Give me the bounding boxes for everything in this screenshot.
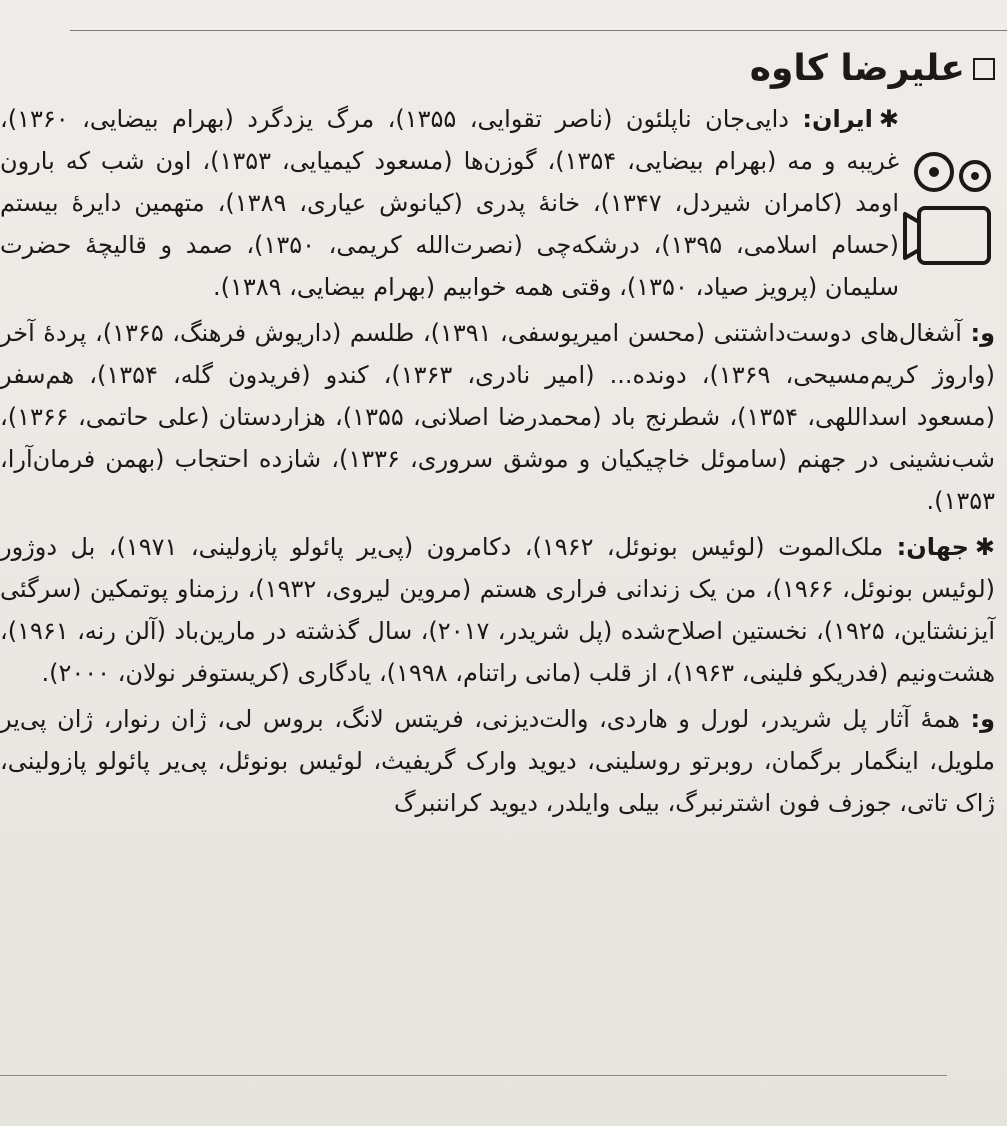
section-text: ملک‌الموت (لوئیس بونوئل، ۱۹۶۲)، دکامرون (پی‌یر پائولو پازولینی، ۱۹۷۱)، بل دوژور (لوئیس بونوئل، ۱۹۶۶)، من یک زندانی فراری هستم (مروین لیروی، ۱۹۳۲)، رزمناو پوتمکین (سرگئی آیزنشتاین، ۱۹۲۵)، نخستین اصلاح‌شده (پل شریدر، ۲۰۱۷)، سال گذشته در مارین‌باد (آلن رنه، ۱۹۶۱)، هشت‌ونیم (فدریکو فلینی، ۱۹۶۳)، از قلب (مانی راتنام، ۱۹۹۸)، یادگاری (کریستوفر نولان، ۲۰۰۰). xyxy=(0,533,996,687)
section-text: همهٔ آثار پل شریدر، لورل و هاردی، والت‌دیزنی، فریتس لانگ، بروس لی، ژان رنوار، ژان پی‌یر ملویل، اینگمار برگمان، روبرتو روسلینی، دیوید وارک گریفیث، لوئیس بونوئل، پی‌یر پائولو پازولینی، ژاک تاتی، جوزف فون اشترنبرگ، بیلی وایلدر، دیوید کراننبرگ xyxy=(0,705,995,817)
asterisk-icon: ✱ xyxy=(974,533,995,561)
top-divider xyxy=(70,30,1007,31)
section-text: آشغال‌های دوست‌داشتنی (محسن امیریوسفی، ۱۳۹۱)، طلسم (داریوش فرهنگ، ۱۳۶۵)، پردهٔ آخر (واروژ کریم‌مسیحی، ۱۳۶۹)، دونده... (امیر نادری، ۱۳۶۳)، کندو (فریدون گله، ۱۳۵۴)، هم‌سفر (مسعود اسداللهی، ۱۳۵۴)، شطرنج باد (محمدرضا اصلانی، ۱۳۵۵)، هزاردستان (علی حاتمی، ۱۳۶۶)، شب‌نشینی در جهنم (ساموئل خاچیکیان و موشق سروری، ۱۳۳۶)، شازده احتجاب (بهمن فرمان‌آرا، ۱۳۵۳). xyxy=(0,319,996,515)
section-label: جهان: xyxy=(896,533,969,561)
section-iran xyxy=(0,98,995,308)
section-world-more xyxy=(0,698,995,824)
entry-body xyxy=(0,98,995,828)
section-world xyxy=(0,526,995,694)
section-iran-more xyxy=(0,312,995,522)
entry-name: علیرضا کاوه xyxy=(749,48,965,89)
entry-checkbox-icon xyxy=(973,58,995,80)
section-label: و: xyxy=(970,319,996,347)
section-text: دایی‌جان ناپلئون (ناصر تقوایی، ۱۳۵۵)، مرگ یزدگرد (بهرام بیضایی، ۱۳۶۰)، غریبه و مه (بهرام بیضایی، ۱۳۵۴)، گوزن‌ها (مسعود کیمیایی، ۱۳۵۳)، اون شب که بارون اومد (کامران شیردل، ۱۳۴۷)، خانهٔ پدری (کیانوش عیاری، ۱۳۸۹)، متهمین دایرهٔ بیستم (حسام اسلامی، ۱۳۹۵)، درشکه‌چی (نصرت‌الله کریمی، ۱۳۵۰)، صمد و قالیچهٔ حضرت سلیمان (پرویز صیاد، ۱۳۵۰)، وقتی همه خوابیم (بهرام بیضایی، ۱۳۸۹). xyxy=(0,105,900,301)
section-label: و: xyxy=(970,705,995,733)
entry-header xyxy=(750,48,995,89)
section-label: ایران: xyxy=(802,105,873,133)
asterisk-icon: ✱ xyxy=(878,105,899,133)
bottom-divider xyxy=(0,1075,947,1076)
